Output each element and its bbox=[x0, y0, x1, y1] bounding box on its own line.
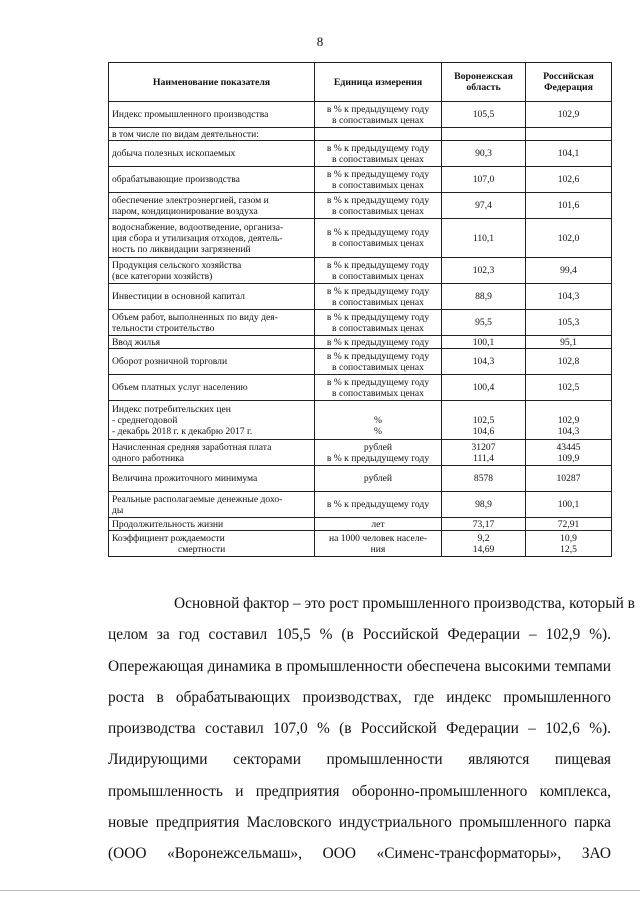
table-row bbox=[109, 375, 612, 401]
page-number: 8 bbox=[316, 34, 324, 49]
cell-line: 105,3 bbox=[557, 317, 580, 328]
region-value-cell bbox=[442, 375, 526, 401]
cell-line: лет bbox=[371, 518, 385, 530]
cell-line: в % к предыдущему году bbox=[326, 227, 430, 238]
table-row bbox=[109, 492, 612, 518]
indicator-name-cell bbox=[109, 310, 315, 336]
cell-line: 98,9 bbox=[475, 499, 492, 510]
unit-cell bbox=[315, 128, 442, 141]
cell-line: в сопоставимых ценах bbox=[332, 270, 424, 282]
federation-value-cell bbox=[526, 440, 612, 466]
federation-value-cell bbox=[526, 401, 612, 440]
unit-cell bbox=[315, 336, 442, 349]
cell-line: 99,4 bbox=[560, 265, 577, 276]
cell-line: 102,0 bbox=[557, 232, 580, 244]
header-federation-line: Российская bbox=[543, 71, 594, 82]
cell-line: ды bbox=[112, 504, 124, 516]
region-value-cell bbox=[442, 141, 526, 167]
header-indicator-name: Наименование показателя bbox=[109, 63, 315, 102]
cell-line: Индекс промышленного производства bbox=[112, 109, 269, 120]
indicator-name-cell bbox=[109, 401, 315, 440]
header-federation-line: Федерация bbox=[544, 82, 593, 93]
unit-cell bbox=[315, 141, 442, 167]
indicator-name-cell bbox=[109, 375, 315, 401]
cell-line: 102,5 bbox=[557, 382, 580, 393]
federation-value-cell bbox=[526, 284, 612, 310]
paragraph-line: целом за год составил 105,5 % (в Российской Федерации – 102,9 %). bbox=[108, 626, 611, 644]
cell-line: рублей bbox=[363, 441, 393, 453]
cell-line: 110,1 bbox=[472, 232, 495, 244]
paragraph-line: производства составил 107,0 % (в Российской Федерации – 102,6 %). bbox=[108, 720, 611, 738]
cell-line: 90,3 bbox=[475, 148, 492, 159]
cell-line: 31207 bbox=[471, 441, 496, 453]
cell-line: в % к предыдущему году bbox=[326, 499, 430, 510]
unit-cell bbox=[315, 167, 442, 193]
unit-cell bbox=[315, 193, 442, 219]
region-value-cell bbox=[442, 310, 526, 336]
indicator-name-cell bbox=[109, 466, 315, 492]
federation-value-cell bbox=[526, 193, 612, 219]
cell-line: Инвестиции в основной капитал bbox=[112, 291, 245, 302]
cell-line: тельности строительство bbox=[112, 322, 215, 334]
cell-line: на 1000 человек населе- bbox=[328, 532, 428, 544]
table-row bbox=[109, 466, 612, 492]
cell-line: Оборот розничной торговли bbox=[112, 356, 228, 367]
table-row bbox=[109, 102, 612, 128]
cell-line: Реальные располагаемые денежные дохо- bbox=[112, 493, 283, 505]
region-value-cell bbox=[442, 401, 526, 440]
page-bottom-rule bbox=[0, 890, 640, 891]
cell-line: в % к предыдущему году bbox=[326, 168, 430, 180]
indicator-name-cell bbox=[109, 102, 315, 128]
unit-cell bbox=[315, 531, 442, 557]
table-row bbox=[109, 310, 612, 336]
cell-line: в сопоставимых ценах bbox=[332, 296, 424, 308]
cell-line: 104,3 bbox=[472, 356, 495, 367]
region-value-cell bbox=[442, 336, 526, 349]
cell-line: в % к предыдущему году bbox=[326, 311, 430, 323]
cell-line: водоснабжение, водоотведение, организа- bbox=[112, 221, 284, 233]
federation-value-cell bbox=[526, 349, 612, 375]
cell-line: Величина прожиточного минимума bbox=[112, 473, 258, 484]
cell-line: 104,3 bbox=[557, 291, 580, 302]
cell-line: в сопоставимых ценах bbox=[332, 114, 424, 126]
cell-line: - среднегодовой bbox=[112, 414, 178, 426]
cell-line: в сопоставимых ценах bbox=[332, 387, 424, 399]
cell-line: 100,1 bbox=[557, 499, 580, 510]
table-row bbox=[109, 349, 612, 375]
federation-value-cell bbox=[526, 128, 612, 141]
cell-line: 8578 bbox=[473, 473, 494, 484]
paragraph-line: Лидирующими секторами промышленности являются пищевая bbox=[108, 751, 611, 769]
federation-value-cell bbox=[526, 310, 612, 336]
cell-line: в сопоставимых ценах bbox=[332, 322, 424, 334]
federation-value-cell bbox=[526, 219, 612, 258]
paragraph-line: Основной фактор – это рост промышленного производства, который в bbox=[174, 595, 635, 612]
cell-line: 97,4 bbox=[475, 200, 492, 211]
region-value-cell bbox=[442, 466, 526, 492]
region-value-cell bbox=[442, 219, 526, 258]
region-value-cell bbox=[442, 531, 526, 557]
indicator-name-cell bbox=[109, 518, 315, 531]
cell-line: Индекс потребительских цен bbox=[112, 403, 231, 415]
region-value-cell bbox=[442, 440, 526, 466]
table-row bbox=[109, 401, 612, 440]
cell-line: в % к предыдущему году bbox=[326, 194, 430, 206]
cell-line: Продукция сельского хозяйства bbox=[112, 259, 242, 271]
federation-value-cell bbox=[526, 258, 612, 284]
cell-line: в сопоставимых ценах bbox=[332, 238, 424, 249]
cell-line: 9,2 bbox=[477, 532, 490, 544]
header-voronezh-region bbox=[442, 63, 526, 102]
cell-line: 102,3 bbox=[472, 265, 495, 276]
cell-line: в % к предыдущему году bbox=[326, 376, 430, 388]
indicator-name-cell bbox=[109, 219, 315, 258]
indicator-name-cell bbox=[109, 336, 315, 349]
indicator-name-cell bbox=[109, 440, 315, 466]
indicator-name-cell bbox=[109, 193, 315, 219]
cell-line: 102,5 bbox=[472, 414, 495, 426]
unit-cell bbox=[315, 310, 442, 336]
indicator-name-cell bbox=[109, 258, 315, 284]
cell-line: 105,5 bbox=[472, 109, 495, 120]
cell-line: в сопоставимых ценах bbox=[332, 361, 424, 373]
table-row bbox=[109, 258, 612, 284]
table-row bbox=[109, 219, 612, 258]
cell-line: 102,9 bbox=[557, 414, 580, 426]
federation-value-cell bbox=[526, 102, 612, 128]
cell-line: 12,5 bbox=[560, 543, 577, 555]
region-value-cell bbox=[442, 258, 526, 284]
cell-line: в сопоставимых ценах bbox=[332, 205, 424, 217]
cell-line: 104,1 bbox=[557, 148, 580, 159]
cell-line: (все категории хозяйств) bbox=[112, 270, 213, 282]
federation-value-cell bbox=[526, 466, 612, 492]
region-value-cell bbox=[442, 128, 526, 141]
table-row bbox=[109, 531, 612, 557]
table-row bbox=[109, 336, 612, 349]
region-value-cell bbox=[442, 518, 526, 531]
indicator-name-cell bbox=[109, 531, 315, 557]
unit-cell bbox=[315, 375, 442, 401]
cell-line: ция сбора и утилизация отходов, деятель- bbox=[112, 232, 283, 244]
cell-line: 102,8 bbox=[557, 356, 580, 367]
cell-line: - декабрь 2018 г. к декабрю 2017 г. bbox=[112, 425, 253, 437]
cell-line: рублей bbox=[363, 473, 393, 484]
cell-line: 88,9 bbox=[475, 291, 492, 302]
cell-line: Объем платных услуг населению bbox=[112, 382, 248, 393]
cell-line: 72,91 bbox=[557, 518, 580, 530]
table-row bbox=[109, 167, 612, 193]
cell-line: в % к предыдущему году bbox=[326, 336, 430, 348]
cell-line: % bbox=[374, 414, 382, 426]
unit-cell bbox=[315, 466, 442, 492]
cell-line: 73,17 bbox=[472, 518, 495, 530]
cell-line: 100,1 bbox=[472, 336, 495, 348]
cell-line: 111,4 bbox=[473, 452, 494, 464]
indicator-name-cell bbox=[109, 284, 315, 310]
cell-line: ния bbox=[370, 543, 386, 555]
unit-cell bbox=[315, 440, 442, 466]
region-value-cell bbox=[442, 167, 526, 193]
federation-value-cell bbox=[526, 518, 612, 531]
cell-line: 109,9 bbox=[557, 452, 580, 464]
cell-line: 107,0 bbox=[472, 174, 495, 185]
federation-value-cell bbox=[526, 336, 612, 349]
cell-line: в % к предыдущему году bbox=[326, 103, 430, 115]
cell-line bbox=[445, 404, 522, 415]
unit-cell bbox=[315, 219, 442, 258]
table-row bbox=[109, 518, 612, 531]
federation-value-cell bbox=[526, 531, 612, 557]
unit-cell bbox=[315, 492, 442, 518]
region-value-cell bbox=[442, 193, 526, 219]
table-row bbox=[109, 284, 612, 310]
federation-value-cell bbox=[526, 492, 612, 518]
unit-cell bbox=[315, 284, 442, 310]
cell-line: Коэффициент рождаемости bbox=[112, 532, 225, 544]
federation-value-cell bbox=[526, 167, 612, 193]
cell-line: 10,9 bbox=[560, 532, 577, 544]
region-value-cell bbox=[442, 102, 526, 128]
table-row bbox=[109, 141, 612, 167]
cell-line: в том числе по видам деятельности: bbox=[112, 128, 259, 140]
cell-line: 10287 bbox=[556, 473, 581, 484]
cell-line: Ввод жилья bbox=[112, 336, 161, 348]
table-row bbox=[109, 193, 612, 219]
cell-line: Объем работ, выполненных по виду дея- bbox=[112, 311, 278, 323]
unit-cell bbox=[315, 349, 442, 375]
cell-line: 104,3 bbox=[557, 425, 580, 437]
cell-line: % bbox=[374, 425, 382, 437]
cell-line: в % к предыдущему году bbox=[326, 452, 430, 464]
cell-line: Продолжительность жизни bbox=[112, 518, 224, 530]
header-russian-federation bbox=[526, 63, 612, 102]
cell-line: добыча полезных ископаемых bbox=[112, 148, 236, 159]
cell-line: смертности bbox=[178, 543, 226, 555]
cell-line: обрабатывающие производства bbox=[112, 174, 240, 185]
cell-line: Начисленная средняя заработная плата bbox=[112, 441, 272, 453]
federation-value-cell bbox=[526, 375, 612, 401]
cell-line: 101,6 bbox=[557, 200, 580, 211]
cell-line: 14,69 bbox=[472, 543, 495, 555]
cell-line: 43445 bbox=[556, 441, 581, 453]
header-region-line: Воронежская bbox=[454, 71, 513, 82]
unit-cell bbox=[315, 518, 442, 531]
unit-cell bbox=[315, 258, 442, 284]
cell-line: 104,6 bbox=[472, 425, 495, 437]
paragraph-line: роста в обрабатывающих производствах, где индекс промышленного bbox=[108, 688, 611, 706]
cell-line: 95,1 bbox=[560, 336, 577, 348]
indicator-name-cell bbox=[109, 492, 315, 518]
cell-line: 102,6 bbox=[557, 174, 580, 185]
cell-line: в сопоставимых ценах bbox=[332, 153, 424, 165]
cell-line: 102,9 bbox=[557, 109, 580, 120]
indicator-name-cell bbox=[109, 141, 315, 167]
indicator-name-cell bbox=[109, 167, 315, 193]
cell-line: 95,5 bbox=[475, 317, 492, 328]
unit-cell bbox=[315, 401, 442, 440]
indicator-name-cell bbox=[109, 128, 315, 141]
paragraph-line: (ООО «Воронежсельмаш», ООО «Сименс-трансформаторы», ЗАО bbox=[108, 845, 611, 863]
table-row bbox=[109, 440, 612, 466]
header-unit: Единица измерения bbox=[315, 63, 442, 102]
cell-line bbox=[529, 404, 608, 415]
cell-line: в % к предыдущему году bbox=[326, 259, 430, 271]
cell-line: паром, кондиционирование воздуха bbox=[112, 205, 258, 217]
cell-line: в % к предыдущему году bbox=[326, 285, 430, 297]
cell-line: в % к предыдущему году bbox=[326, 142, 430, 154]
indicators-table bbox=[108, 62, 612, 557]
region-value-cell bbox=[442, 349, 526, 375]
cell-line: ность по ликвидации загрязнений bbox=[112, 243, 251, 255]
region-value-cell bbox=[442, 284, 526, 310]
cell-line: в % к предыдущему году bbox=[326, 350, 430, 362]
cell-line: 100,4 bbox=[472, 382, 495, 393]
federation-value-cell bbox=[526, 141, 612, 167]
table-row bbox=[109, 128, 612, 141]
header-region-line: область bbox=[466, 82, 501, 93]
paragraph-line: новые предприятия Масловского индустриального промышленного парка bbox=[108, 814, 611, 832]
cell-line: в сопоставимых ценах bbox=[332, 179, 424, 191]
indicator-name-cell bbox=[109, 349, 315, 375]
unit-cell bbox=[315, 102, 442, 128]
body-paragraph bbox=[108, 588, 635, 870]
cell-line: обеспечение электроэнергией, газом и bbox=[112, 194, 269, 206]
region-value-cell bbox=[442, 492, 526, 518]
cell-line bbox=[318, 404, 438, 415]
paragraph-line: Опережающая динамика в промышленности обеспечена высокими темпами bbox=[108, 657, 611, 675]
cell-line: одного работника bbox=[112, 452, 185, 464]
paragraph-line: промышленность и предприятия оборонно-промышленного комплекса, bbox=[108, 782, 611, 800]
table-header-row bbox=[109, 63, 612, 102]
